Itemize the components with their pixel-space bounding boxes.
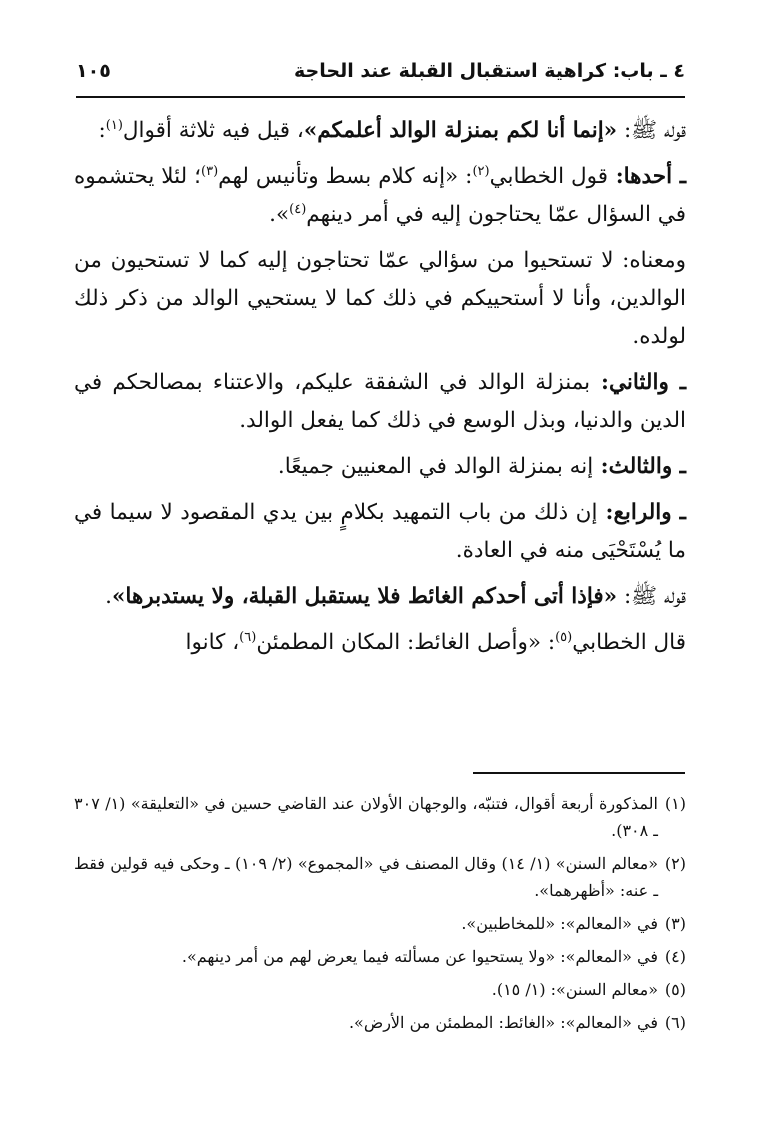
paragraph-hadith-1 (74, 112, 686, 150)
paragraph-third-opinion (74, 448, 686, 486)
page-number: ١٠٥ (76, 60, 111, 82)
footnote (74, 976, 686, 1003)
opinion-label: ـ والثالث: (593, 454, 686, 479)
footnote-number: (٣) (664, 914, 686, 933)
paragraph-text: إن ذلك من باب التمهيد بكلامٍ بين يدي المقصود لا سيما في ما يُسْتَحْيَى منه في العادة. (74, 500, 686, 563)
footnote-ref: (٥) (555, 629, 573, 645)
footnote-number: (٤) (664, 947, 686, 966)
paragraph-text: . (105, 584, 112, 609)
paragraph-text: ؛ لئلا يحتشموه في السؤال عمّا يحتاجون إليه في أمر دينهم (74, 164, 686, 227)
footnote (74, 943, 686, 970)
paragraph-text: بمنزلة الوالد في الشفقة عليكم، والاعتناء بمصالحكم في الدين والدنيا، وبذل الوسع في ذلك كما يفعل الوالد. (74, 370, 686, 433)
paragraph-text: ، قيل فيه ثلاثة أقوال (122, 118, 304, 143)
paragraph-fourth-opinion (74, 494, 686, 570)
opinion-label: ـ والرابع: (597, 500, 686, 525)
running-title: ٤ ـ باب: كراهية استقبال القبلة عند الحاجة (294, 60, 685, 82)
paragraph-second-opinion (74, 364, 686, 440)
footnote-number: (٢) (664, 854, 686, 873)
footnote (74, 790, 686, 844)
paragraph-text: ». (269, 202, 290, 227)
paragraph-text: : «وأصل الغائط: المكان المطمئن (256, 630, 556, 655)
paragraph-text: ، كانوا (185, 630, 240, 655)
footnote-ref: (٢) (472, 163, 490, 179)
paragraph-hadith-2 (74, 578, 686, 616)
footnote-text: في «المعالم»: «للمخاطبين». (461, 914, 658, 933)
footnote (74, 910, 686, 937)
footnote-text: «معالم السنن» (١/ ١٤) وقال المصنف في «المجموع» (٢/ ١٠٩) ـ وحكى فيه قولين فقط ـ عنه: «أظهرهما». (74, 854, 658, 900)
paragraph-first-opinion (74, 158, 686, 234)
paragraph-text: قول الخطابي (489, 164, 609, 189)
footnote-number: (١) (664, 794, 686, 813)
hadith-quote: «إنما أنا لكم بمنزلة الوالد أعلمكم» (303, 118, 618, 143)
paragraph-text: إنه بمنزلة الوالد في المعنيين جميعًا. (277, 454, 594, 479)
footnote-text: المذكورة أربعة أقوال، فتنبّه، والوجهان الأولان عند القاضي حسين في «التعليقة» (١/ ٣٠٧ ـ ٣٠٨). (74, 794, 658, 840)
footnote-text: في «المعالم»: «ولا يستحيوا عن مسألته فيما يعرض لهم من أمر دينهم». (181, 947, 658, 966)
footnotes (74, 790, 686, 1042)
paragraph-text: قال الخطابي (572, 630, 686, 655)
paragraph-meaning: ومعناه: لا تستحيوا من سؤالي عمّا تحتاجون إليه كما لا تستحيون من الوالدين، وأنا لا أستحييكم في ذلك كما لا يستحيي الوالد من ذكر ذلك لولده. (74, 248, 686, 349)
footnote-text: في «المعالم»: «الغائط: المطمئن من الأرض». (348, 1013, 658, 1032)
paragraph-text: : «إنه كلام بسط وتأنيس لهم (218, 164, 473, 189)
footnote-number: (٥) (664, 980, 686, 999)
opinion-label: ـ والثاني: (590, 370, 687, 395)
paragraph-text: : (98, 118, 106, 143)
footnote-ref: (٣) (201, 163, 219, 179)
footnote (74, 850, 686, 904)
paragraph-khattabi (74, 624, 686, 662)
footnote-number: (٦) (664, 1013, 686, 1032)
page-header (76, 52, 685, 98)
footnote-divider (473, 772, 685, 774)
footnote-text: «معالم السنن»: (١/ ١٥). (491, 980, 658, 999)
hadith-quote: «فإذا أتى أحدكم الغائط فلا يستقبل القبلة، ولا يستدبرها» (111, 584, 618, 609)
main-text (74, 112, 686, 670)
hadith-intro: قوله ﷺ: (617, 118, 686, 143)
hadith-intro: قوله ﷺ: (617, 584, 686, 609)
footnote-ref: (٤) (289, 201, 307, 217)
footnote-ref: (١) (105, 117, 123, 133)
footnote-ref: (٦) (239, 629, 257, 645)
opinion-label: ـ أحدها: (608, 164, 686, 189)
footnote (74, 1009, 686, 1036)
